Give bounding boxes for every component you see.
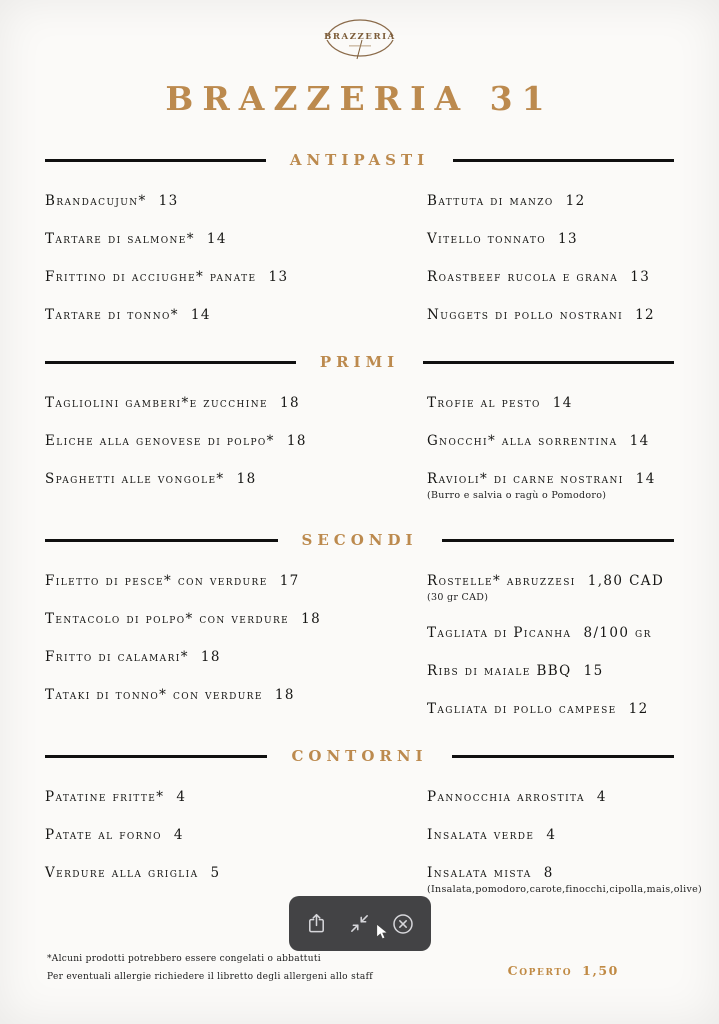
item-name: Roastbeef rucola e grana: [427, 269, 619, 285]
item-price: 14: [635, 471, 656, 487]
header-rule-right: [452, 755, 674, 758]
header-rule-left: [45, 539, 278, 542]
menu-column-right: [427, 789, 702, 895]
section-primi: [45, 353, 674, 501]
menu-item: [427, 269, 674, 285]
item-name: Patatine fritte*: [45, 789, 165, 805]
item-name: Nuggets di pollo nostrani: [427, 307, 624, 323]
menu-column-left: [45, 395, 403, 501]
item-name: Rostelle* abruzzesi: [427, 573, 576, 589]
cover-charge-label: Coperto: [507, 963, 573, 978]
logo-text: BRAZZERIA: [323, 32, 396, 42]
menu-item: [45, 193, 403, 209]
item-price: 5: [210, 865, 221, 881]
shrink-button[interactable]: [344, 908, 375, 939]
header-rule-right: [423, 361, 674, 364]
menu-item: [45, 687, 403, 703]
menu-item: [427, 573, 674, 603]
header-rule-left: [45, 755, 267, 758]
item-name: Tagliata di pollo campese: [427, 701, 617, 717]
item-price: 12: [628, 701, 649, 717]
menu-item: [45, 471, 403, 487]
menu-column-right: [427, 193, 674, 323]
item-name: Vitello tonnato: [427, 231, 547, 247]
allergy-note: Per eventuali allergie richiedere il libretto degli allergeni allo staff: [47, 972, 373, 982]
menu-item: [427, 231, 674, 247]
item-name: Insalata mista: [427, 865, 532, 881]
cover-charge: [508, 963, 619, 978]
item-name: Battuta di manzo: [427, 193, 554, 209]
menu-column-left: [45, 789, 403, 895]
menu-item: [45, 269, 403, 285]
menu-column-left: [45, 573, 403, 717]
item-name: Tagliata di Picanha: [427, 625, 572, 641]
item-price: 18: [286, 433, 307, 449]
item-price: 13: [268, 269, 289, 285]
menu-item: [45, 433, 403, 449]
menu-item: [45, 865, 403, 881]
menu-item: [45, 307, 403, 323]
item-price: 4: [596, 789, 607, 805]
section-header: [45, 531, 674, 549]
item-note: (Insalata,pomodoro,carote,finocchi,cipolla,mais,olive): [427, 884, 703, 895]
item-name: Verdure alla griglia: [45, 865, 199, 881]
menu-item: [427, 625, 674, 641]
item-name: Insalata verde: [427, 827, 535, 843]
section-title: CONTORNI: [291, 747, 428, 765]
item-name: Ribs di maiale BBQ: [427, 663, 572, 679]
item-name: Ravioli* di carne nostrani: [427, 471, 624, 487]
menu-item: [45, 395, 403, 411]
menu-column-left: [45, 193, 403, 323]
item-price: 13: [158, 193, 179, 209]
item-name: Gnocchi* alla sorrentina: [427, 433, 618, 449]
item-name: Tentacolo di polpo* con verdure: [45, 611, 290, 627]
section-title: PRIMI: [319, 353, 400, 371]
menu-item: [427, 701, 674, 717]
share-button[interactable]: [301, 908, 332, 939]
menu-item: [427, 307, 674, 323]
section-antipasti: [45, 151, 674, 323]
item-name: Tagliolini gamberi*e zucchine: [45, 395, 268, 411]
menu-body: [0, 151, 719, 895]
menu-column-right: [427, 395, 674, 501]
item-note: (Burro e salvia o ragù o Pomodoro): [427, 490, 607, 501]
menu-item: [45, 649, 403, 665]
item-price: 8: [543, 865, 554, 881]
item-price: 14: [190, 307, 211, 323]
item-price: 4: [173, 827, 184, 843]
viewer-toolbar: [289, 896, 431, 951]
restaurant-logo: [0, 0, 719, 65]
section-title: ANTIPASTI: [289, 151, 430, 169]
item-note: (30 gr CAD): [427, 592, 489, 603]
item-price: 8/100 gr: [583, 625, 652, 641]
header-rule-right: [442, 539, 675, 542]
menu-item: [427, 663, 674, 679]
item-price: 18: [301, 611, 322, 627]
item-name: Spaghetti alle vongole*: [45, 471, 225, 487]
item-name: Tartare di salmone*: [45, 231, 195, 247]
item-name: Frittino di acciughe* panate: [45, 269, 257, 285]
item-price: 4: [546, 827, 557, 843]
section-header: [45, 747, 674, 765]
header-rule-left: [45, 159, 266, 162]
item-name: Filetto di pesce* con verdure: [45, 573, 268, 589]
item-price: 14: [206, 231, 227, 247]
cover-charge-value: 1,50: [582, 963, 619, 978]
item-price: 18: [236, 471, 257, 487]
item-price: 4: [176, 789, 187, 805]
page-title: BRAZZERIA 31: [165, 79, 554, 118]
close-button[interactable]: [387, 908, 419, 940]
item-name: Tartare di tonno*: [45, 307, 179, 323]
collapse-icon: [348, 923, 371, 938]
item-name: Fritto di calamari*: [45, 649, 189, 665]
menu-item: [427, 433, 674, 449]
item-price: 12: [635, 307, 656, 323]
menu-column-right: [427, 573, 674, 717]
allergen-notes: [47, 950, 373, 986]
close-icon: [391, 924, 415, 939]
header-rule-right: [453, 159, 674, 162]
item-price: 1,80 CAD: [587, 573, 665, 589]
menu-item: [45, 827, 403, 843]
item-name: Patate al forno: [45, 827, 162, 843]
menu-item: [427, 827, 702, 843]
section-title: SECONDI: [301, 531, 418, 549]
item-name: Brandacujun*: [45, 193, 147, 209]
frozen-products-note: *Alcuni prodotti potrebbero essere congelati o abbattuti: [47, 954, 321, 964]
item-price: 15: [583, 663, 604, 679]
item-name: Trofie al pesto: [427, 395, 541, 411]
item-price: 13: [630, 269, 651, 285]
item-price: 17: [279, 573, 300, 589]
menu-item: [45, 573, 403, 589]
item-name: Pannocchia arrostita: [427, 789, 585, 805]
item-name: Eliche alla genovese di polpo*: [45, 433, 275, 449]
menu-item: [427, 865, 702, 895]
share-icon: [305, 923, 328, 938]
item-price: 14: [552, 395, 573, 411]
header-rule-left: [45, 361, 296, 364]
item-price: 12: [565, 193, 586, 209]
menu-item: [45, 611, 403, 627]
menu-item: [427, 789, 702, 805]
section-header: [45, 353, 674, 371]
menu-item: [427, 395, 674, 411]
menu-item: [427, 193, 674, 209]
section-contorni: [45, 747, 703, 895]
item-price: 13: [558, 231, 579, 247]
logo-mark: [318, 7, 402, 65]
section-secondi: [45, 531, 674, 717]
item-price: 18: [274, 687, 295, 703]
menu-item: [427, 471, 674, 501]
menu-item: [45, 789, 403, 805]
item-name: Tataki di tonno* con verdure: [45, 687, 263, 703]
menu-item: [45, 231, 403, 247]
section-header: [45, 151, 674, 169]
item-price: 14: [629, 433, 650, 449]
item-price: 18: [200, 649, 221, 665]
item-price: 18: [279, 395, 300, 411]
